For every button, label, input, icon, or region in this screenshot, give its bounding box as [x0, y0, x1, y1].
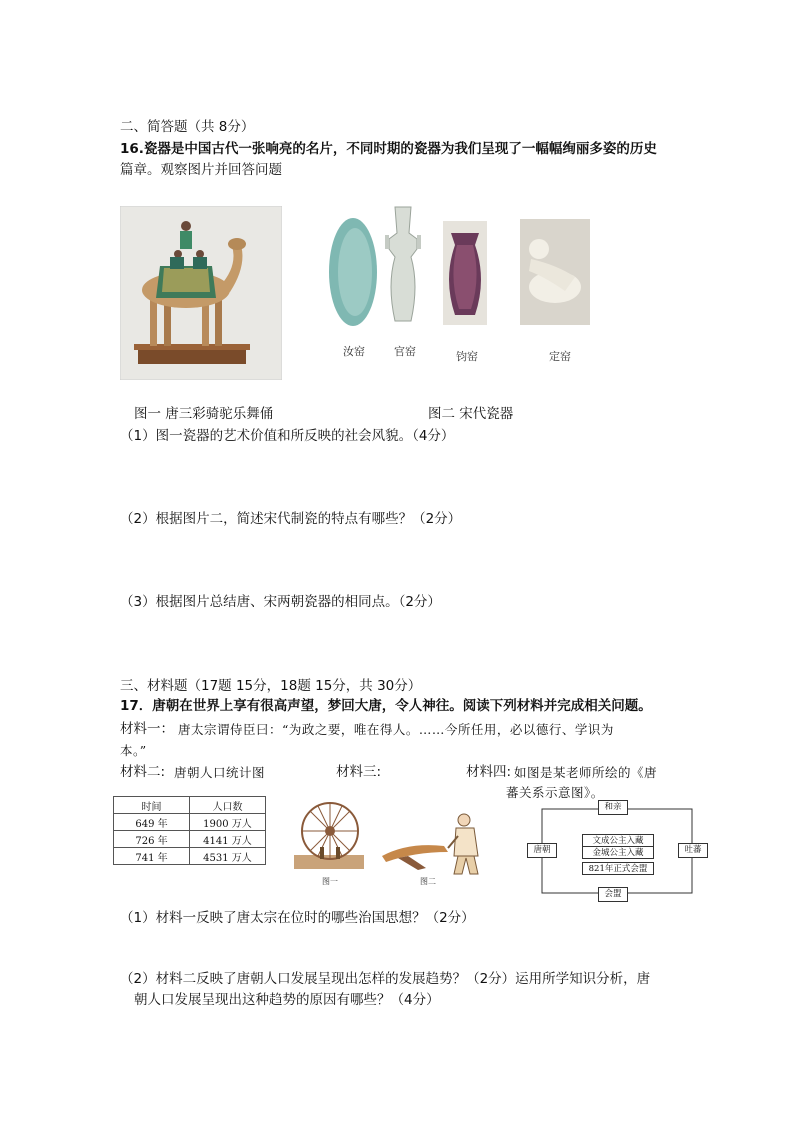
table-cell: 4141 万人: [190, 831, 266, 848]
table-row: [114, 848, 266, 865]
subquestion-16-1: （1）图一瓷器的艺术价值和所反映的社会风貌。（4分）: [120, 428, 455, 444]
diagram-node-jincheng: 金城公主入藏: [582, 846, 654, 859]
material-2-title: 唐朝人口统计图: [174, 765, 266, 780]
material-3-label: 材料三:: [336, 764, 382, 780]
label-ding-kiln: 定窑: [549, 350, 571, 363]
section-heading-3: 三、材料题（17题 15分，18题 15分，共 30分）: [120, 678, 422, 694]
material-1-label: 材料一：: [120, 721, 174, 737]
song-porcelain-images: [325, 205, 595, 335]
subquestion-17-1: （1）材料一反映了唐太宗在位时的哪些治国思想？（2分）: [120, 910, 475, 926]
diagram-node-tubo: 吐蕃: [678, 843, 708, 858]
figure-2-caption: 图二 宋代瓷器: [428, 406, 514, 422]
table-cell: 1900 万人: [190, 814, 266, 831]
material-4-text2: 蕃关系示意图》。: [506, 785, 604, 800]
diagram-node-huimeng: 会盟: [598, 887, 628, 902]
subquestion-16-2: （2）根据图片二，简述宋代制瓷的特点有哪些？（2分）: [120, 511, 462, 527]
subquestion-16-3: （3）根据图片总结唐、宋两朝瓷器的相同点。（2分）: [120, 594, 441, 610]
figure-1-caption: 图一 唐三彩骑驼乐舞俑: [134, 406, 274, 422]
table-header-row: [114, 797, 266, 814]
material-3-fig2-caption: 图二: [420, 877, 436, 886]
curved-plough-image: [378, 812, 488, 878]
table-header: 人口数: [190, 797, 266, 814]
question-17: 17．唐朝在世界上享有很高声望，梦回大唐，令人神往。阅读下列材料并完成相关问题。: [120, 698, 652, 714]
table-header: 时间: [114, 797, 190, 814]
population-table: [113, 796, 266, 865]
waterwheel-image: [290, 797, 372, 877]
table-row: [114, 831, 266, 848]
diagram-node-alliance-821: 821年正式会盟: [582, 862, 654, 875]
table-cell: 741 年: [114, 848, 190, 865]
diagram-node-heqin: 和亲: [598, 800, 628, 815]
table-cell: 4531 万人: [190, 848, 266, 865]
material-4-label: 材料四:: [466, 764, 512, 780]
material-2-label: 材料二:: [120, 764, 166, 780]
material-1-line2: 本。”: [120, 743, 147, 758]
table-row: [114, 814, 266, 831]
label-jun-kiln: 钧窑: [456, 350, 478, 363]
section-heading-2: 二、简答题（共 8分）: [120, 119, 255, 135]
table-cell: 726 年: [114, 831, 190, 848]
diagram-node-wencheng: 文成公主入藏: [582, 834, 654, 847]
material-1-line1: 唐太宗谓侍臣曰：“为政之要，唯在得人。……今所任用，必以德行、学识为: [178, 722, 614, 737]
question-16-line2: 篇章。观察图片并回答问题: [120, 162, 282, 178]
subquestion-17-2-line1: （2）材料二反映了唐朝人口发展呈现出怎样的发展趋势？（2分）运用所学知识分析，唐: [120, 971, 651, 987]
table-cell: 649 年: [114, 814, 190, 831]
material-3-fig1-caption: 图一: [322, 877, 338, 886]
subquestion-17-2-line2: 朝人口发展呈现出这种趋势的原因有哪些？（4分）: [134, 992, 440, 1008]
tang-sancai-camel-image: [120, 206, 282, 380]
label-guan-kiln: 官窑: [394, 345, 416, 358]
material-4-text1: 如图是某老师所绘的《唐: [514, 765, 658, 780]
diagram-node-tang: 唐朝: [527, 843, 557, 858]
label-ru-kiln: 汝窑: [343, 345, 365, 358]
question-16-line1: 16.瓷器是中国古代一张响亮的名片，不同时期的瓷器为我们呈现了一幅幅绚丽多姿的历史: [120, 141, 657, 157]
